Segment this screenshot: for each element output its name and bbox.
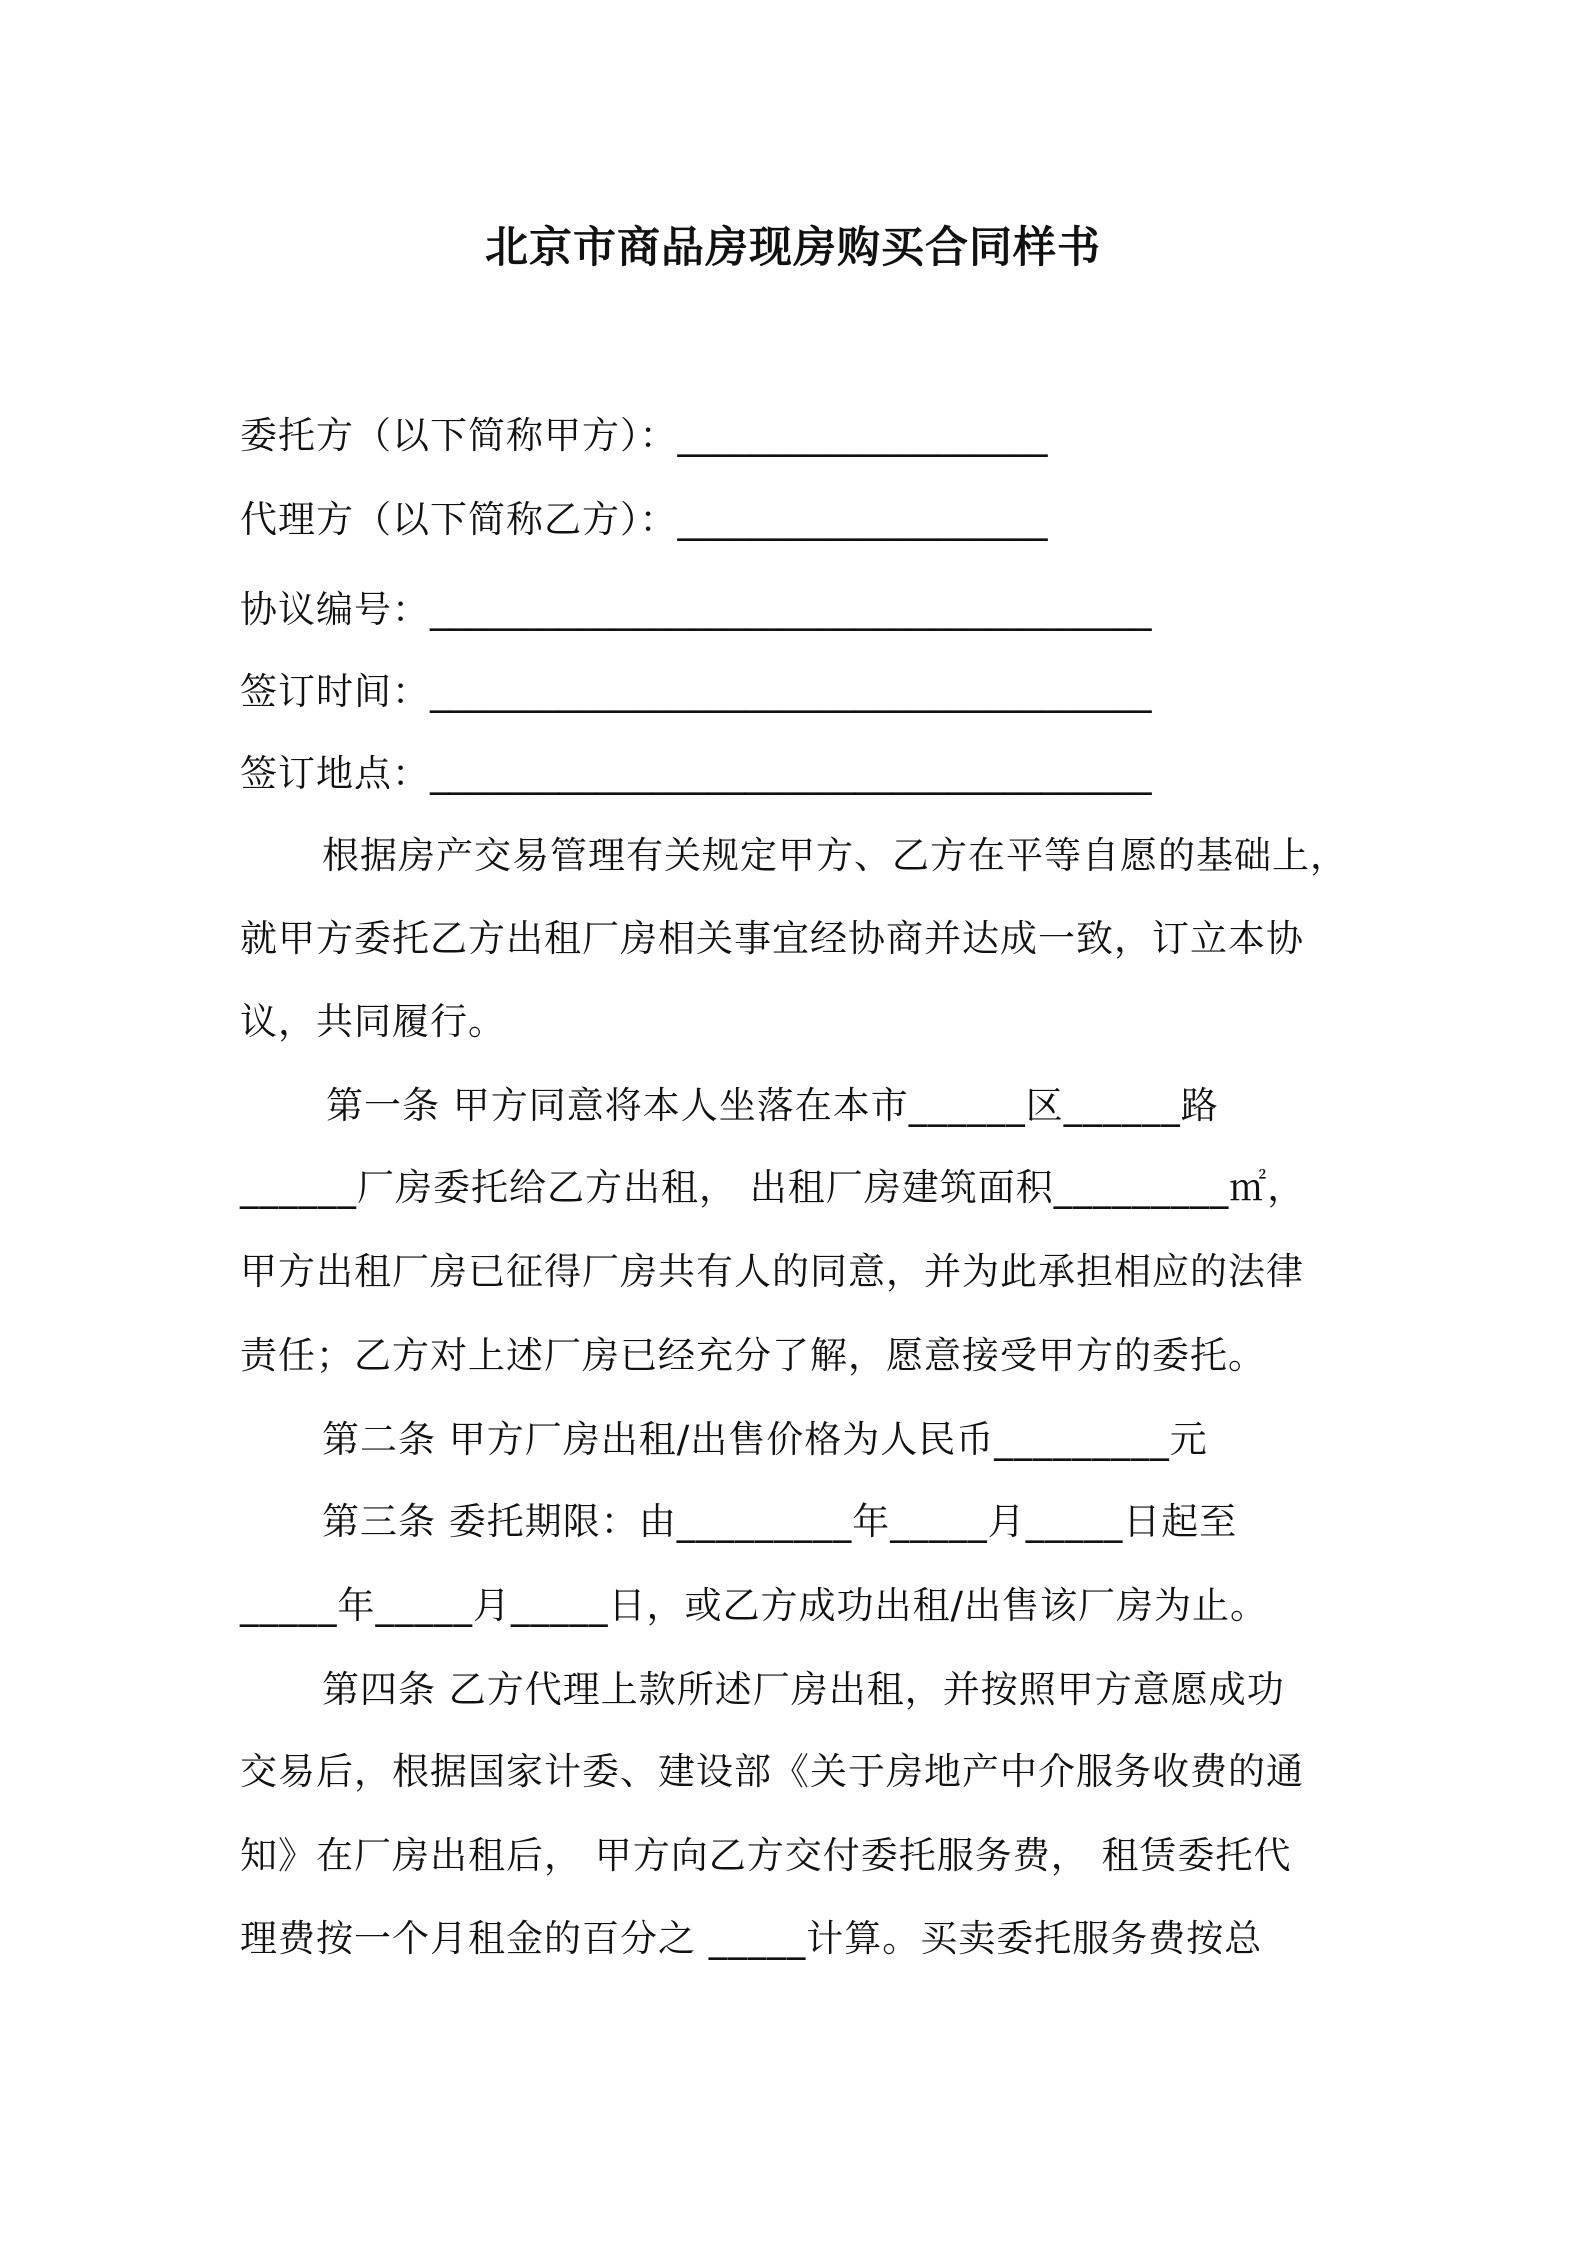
article-1-line-4: 责任；乙方对上述厂房已经充分了解，愿意接受甲方的委托。 (240, 1334, 1266, 1377)
field-principal-blank: ____________________ (677, 414, 1048, 457)
field-agreement-number (240, 584, 1152, 636)
field-agreement-number-blank: _______________________________________ (430, 588, 1152, 631)
article-3-line-2: _____年_____月_____日，或乙方成功出租/出售该厂房为止。 (240, 1584, 1268, 1627)
field-agent-label: 代理方（以下简称乙方）： (240, 498, 678, 541)
article-2-line-1: 第二条 甲方厂房出租/出售价格为人民币_________元 (322, 1418, 1208, 1461)
field-agent (240, 494, 1048, 546)
article-4-line-3: 知》在厂房出租后， 甲方向乙方交付委托服务费， 租赁委托代 (240, 1834, 1292, 1877)
field-signing-date-blank: _______________________________________ (430, 670, 1152, 713)
intro-line-2: 就甲方委托乙方出租厂房相关事宜经协商并达成一致，订立本协 (240, 917, 1304, 960)
field-principal-label: 委托方（以下简称甲方）： (240, 414, 678, 457)
field-agent-blank: ____________________ (677, 498, 1048, 541)
field-agreement-number-label: 协议编号： (240, 588, 430, 631)
field-signing-place (240, 748, 1152, 800)
field-signing-date (240, 666, 1152, 718)
article-1-line-2: ______厂房委托给乙方出租， 出租厂房建筑面积_________㎡， (240, 1166, 1306, 1209)
field-signing-date-label: 签订时间： (240, 670, 430, 713)
article-3-line-1: 第三条 委托期限：由_________年_____月_____日起至 (322, 1500, 1238, 1543)
article-4-line-2: 交易后，根据国家计委、建设部《关于房地产中介服务收费的通 (240, 1750, 1304, 1793)
intro-line-1: 根据房产交易管理有关规定甲方、乙方在平等自愿的基础上， (322, 834, 1348, 877)
field-principal (240, 410, 1048, 462)
article-1-line-1: 第一条 甲方同意将本人坐落在本市______区______路 (326, 1084, 1219, 1127)
article-4-line-4: 理费按一个月租金的百分之 _____计算。买卖委托服务费按总 (240, 1917, 1263, 1960)
field-signing-place-blank: _______________________________________ (430, 752, 1152, 795)
article-4-line-1: 第四条 乙方代理上款所述厂房出租，并按照甲方意愿成功 (322, 1668, 1285, 1711)
intro-line-3: 议，共同履行。 (240, 1000, 506, 1043)
document-title: 北京市商品房现房购买合同样书 (485, 223, 1101, 273)
article-1-line-3: 甲方出租厂房已征得厂房共有人的同意，并为此承担相应的法律 (240, 1250, 1304, 1293)
field-signing-place-label: 签订地点： (240, 752, 430, 795)
